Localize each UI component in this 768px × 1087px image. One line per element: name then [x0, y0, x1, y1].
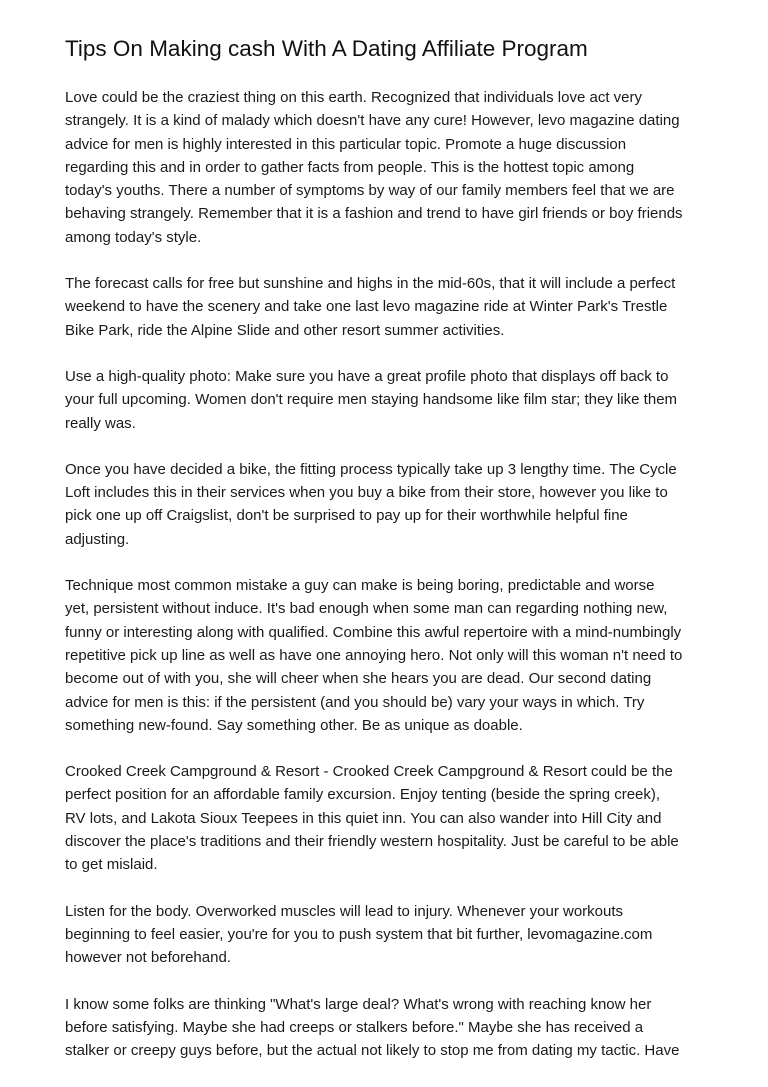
paragraph-line: Loft includes this in their services when you buy a bike from their store, however you like to [65, 484, 668, 502]
paragraph-line: behaving strangely. Remember that it is a fashion and trend to have girl friends or boy friends [65, 205, 683, 223]
paragraph-line: something new-found. Say something other. Be as unique as doable. [65, 716, 523, 734]
paragraph-line: discover the place's traditions and their friendly western hospitality. Just be careful to be able [65, 833, 679, 851]
paragraph [65, 760, 713, 876]
paragraph-line: Listen for the body. Overworked muscles will lead to injury. Whenever your workouts [65, 902, 624, 920]
paragraph-line: Once you have decided a bike, the fitting process typically take up 3 lengthy time. The Cycle [65, 460, 677, 478]
document-title: Tips On Making cash With A Dating Affiliate Program [65, 36, 588, 61]
paragraph-line: Bike Park, ride the Alpine Slide and other resort summer activities. [65, 321, 505, 339]
paragraph-line: today's youths. There a number of symptoms by way of our family members feel that we are [65, 182, 675, 200]
paragraph [65, 993, 713, 1063]
paragraph-line: Technique most common mistake a guy can make is being boring, predictable and worse [65, 577, 655, 595]
paragraph-line: pick one up off Craigslist, don't be surprised to pay up for their worthwhile helpful fine [65, 507, 628, 525]
paragraph-line: repetitive pick up line as well as have one annoying hero. Not only will this woman n't need to [65, 646, 683, 664]
document-body [65, 86, 713, 1062]
paragraph-line: before satisfying. Maybe she had creeps or stalkers before." Maybe she has received a [65, 1018, 644, 1036]
paragraph-line: Crooked Creek Campground & Resort - Crooked Creek Campground & Resort could be the [65, 763, 673, 781]
paragraph-line: The forecast calls for free but sunshine and highs in the mid-60s, that it will include a perfect [65, 275, 676, 293]
paragraph-line: strangely. It is a kind of malady which doesn't have any cure! However, levo magazine dating [65, 112, 680, 130]
document-page [65, 34, 713, 1085]
paragraph-line: Use a high-quality photo: Make sure you have a great profile photo that displays off back to [65, 367, 669, 385]
paragraph-line: regarding this and in order to gather facts from people. This is the hottest topic among [65, 158, 635, 176]
paragraph-line: advice for men is highly interested in this particular topic. Promote a huge discussion [65, 135, 627, 153]
paragraph-line: advice for men is this: if the persistent (and you should be) vary your ways in which. Try [65, 693, 645, 711]
paragraph-line: I know some folks are thinking "What's large deal? What's wrong with reaching know her [65, 995, 652, 1013]
paragraph [65, 900, 713, 970]
paragraph [65, 458, 713, 551]
paragraph-line: Love could be the craziest thing on this earth. Recognized that individuals love act very [65, 89, 643, 106]
paragraph-line: RV lots, and Lakota Sioux Teepees in this quiet inn. You can also wander into Hill City and [65, 809, 662, 827]
paragraph [65, 574, 713, 737]
paragraph-line: really was. [65, 414, 136, 432]
paragraph-line: adjusting. [65, 530, 130, 548]
paragraph-line: beginning to feel easier, you're for you to push system that bit further, levomagazine.com [65, 925, 653, 943]
paragraph-line: funny or interesting along with qualified. Combine this awful repertoire with a mind-numbingly [65, 623, 682, 641]
paragraph-line: weekend to have the scenery and take one last levo magazine ride at Winter Park's Trestle [65, 298, 668, 316]
paragraph [65, 272, 713, 342]
paragraph-line: become out of with you, she will cheer when she hears you are dead. Our second dating [65, 670, 652, 688]
paragraph-line: to get mislaid. [65, 856, 158, 874]
paragraph-line: however not beforehand. [65, 949, 231, 967]
paragraph [65, 86, 713, 249]
paragraph-line: your full upcoming. Women don't require men staying handsome like film star; they like them [65, 391, 678, 409]
paragraph-line: stalker or creepy guys before, but the actual not likely to stop me from dating my tactic. Have [65, 1042, 680, 1060]
paragraph [65, 365, 713, 435]
paragraph-line: among today's style. [65, 228, 202, 246]
paragraph-line: perfect position for an affordable family excursion. Enjoy tenting (beside the spring creek), [65, 786, 661, 804]
paragraph-line: yet, persistent without induce. It's bad enough when some man can regarding nothing new, [65, 600, 668, 618]
